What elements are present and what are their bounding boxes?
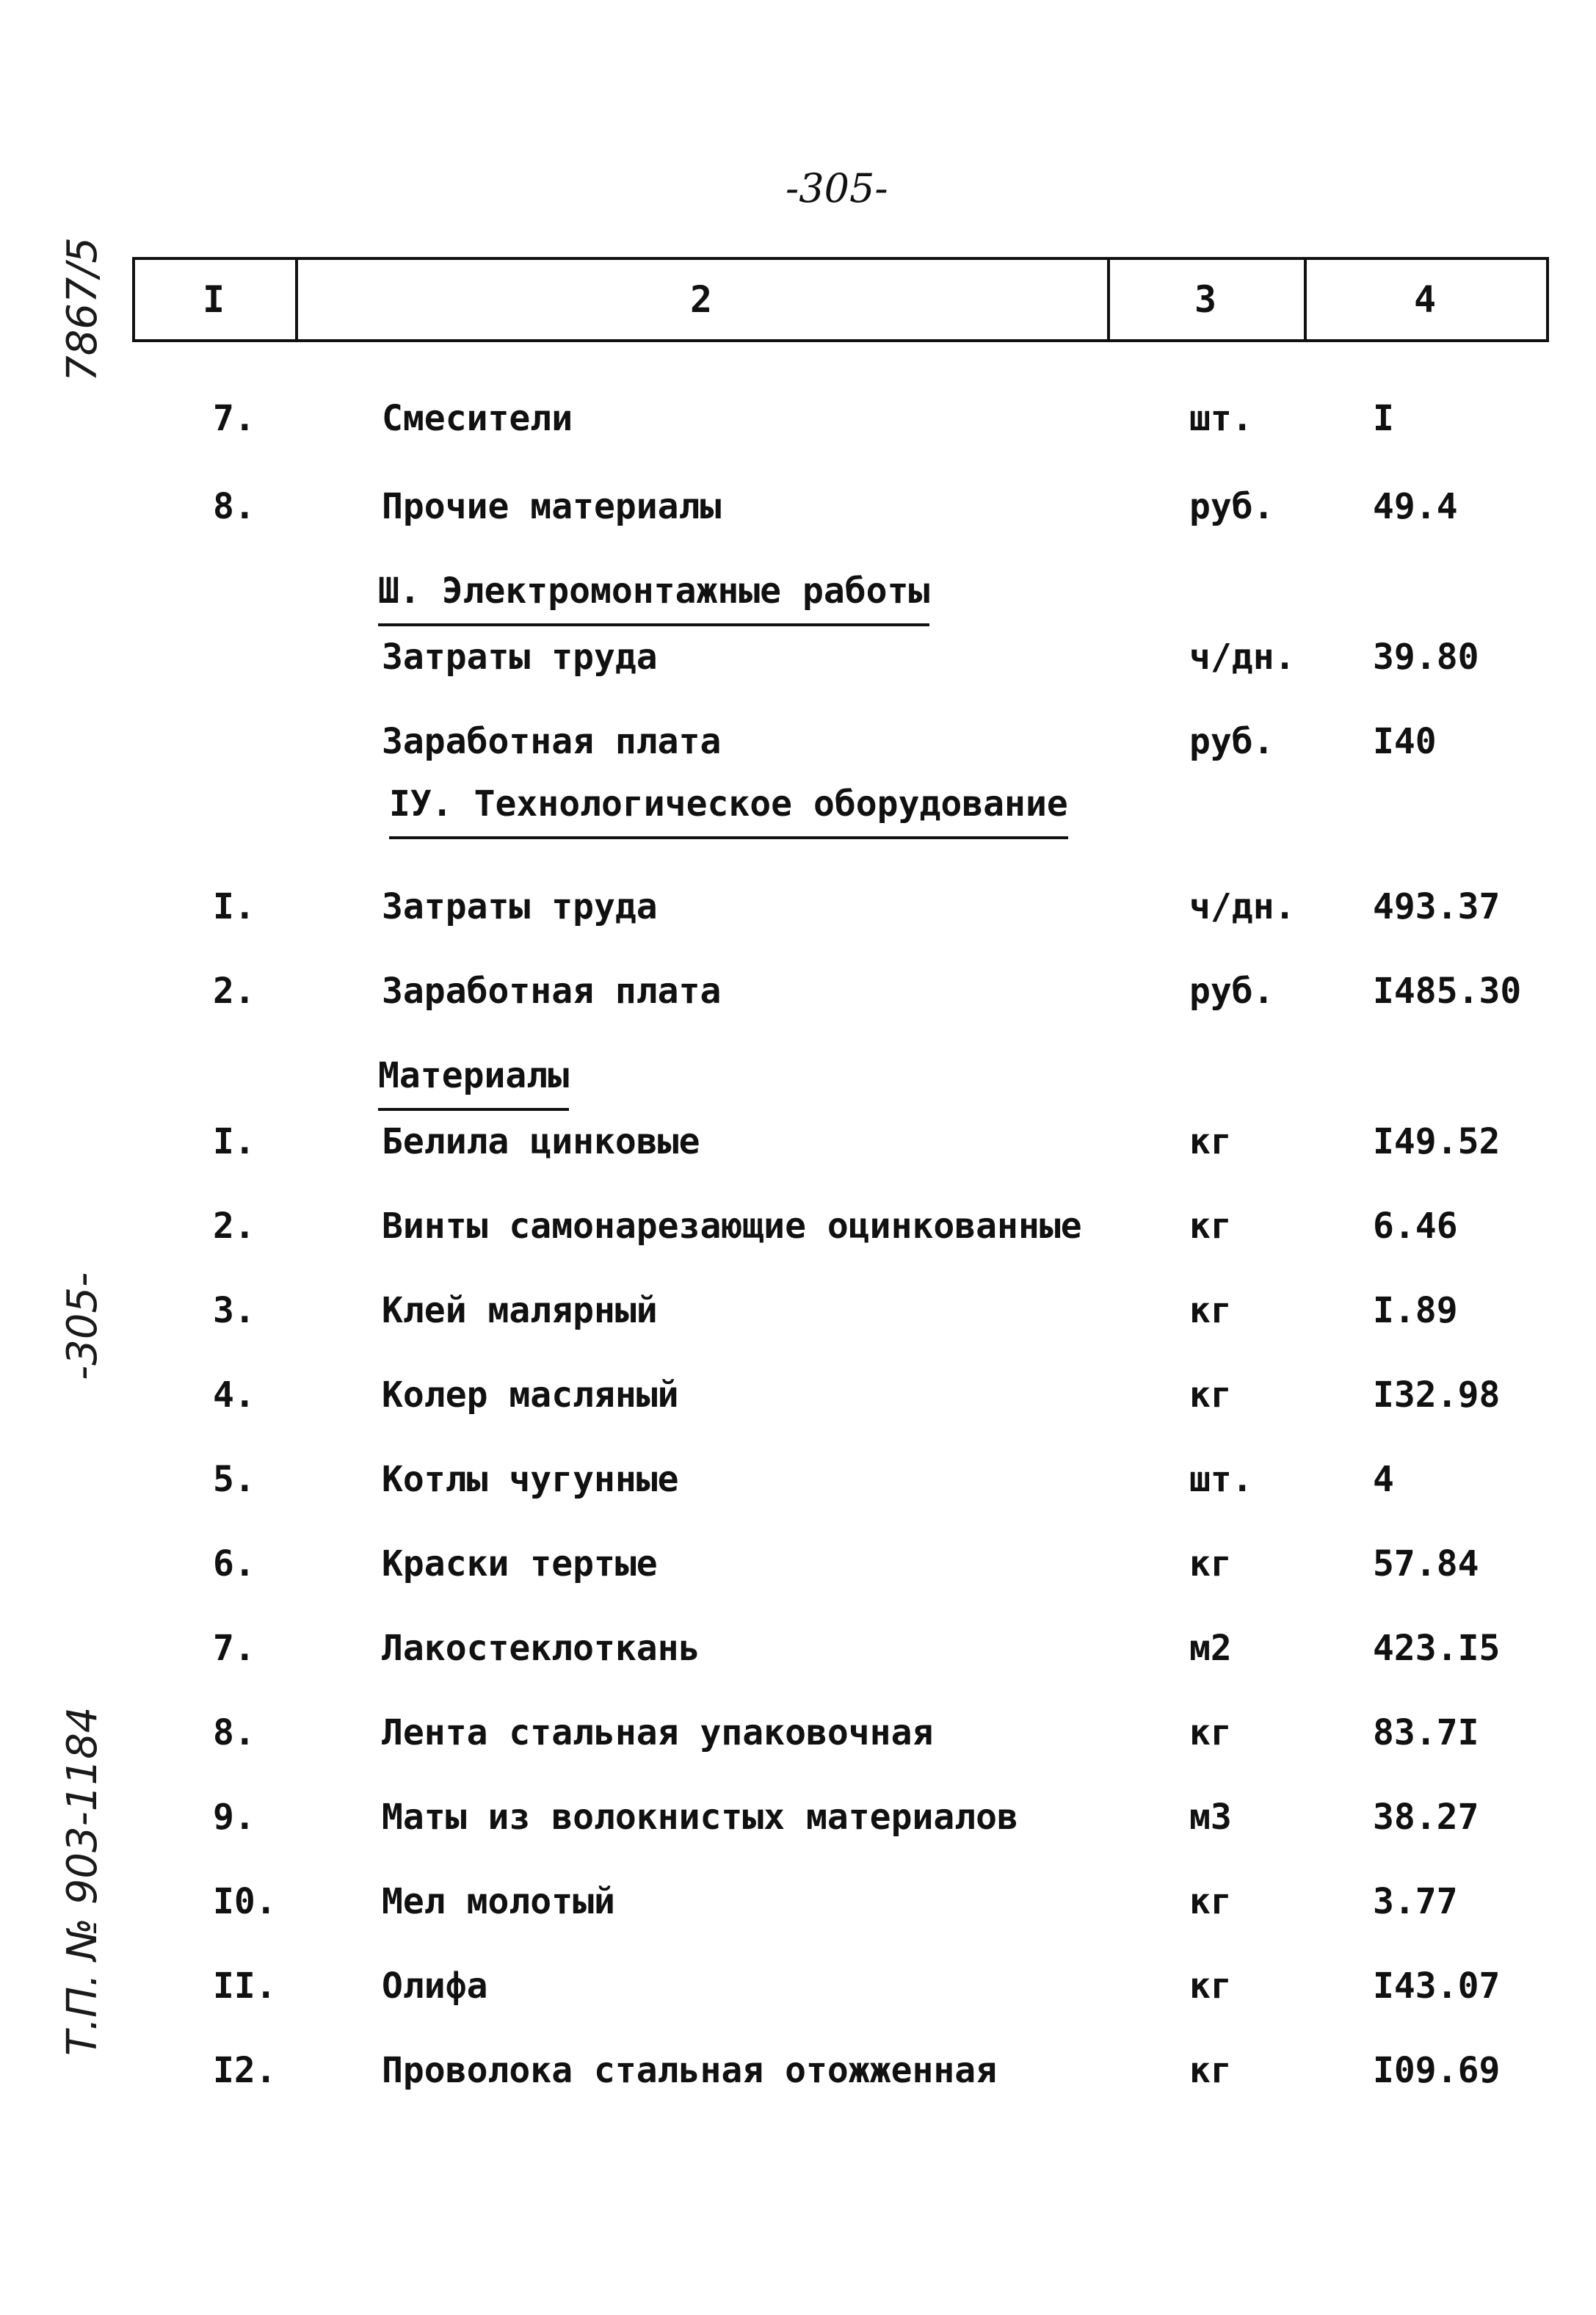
row-unit: кг: [1189, 1206, 1232, 1247]
row-unit: кг: [1189, 1374, 1232, 1416]
row-unit: м2: [1189, 1628, 1232, 1669]
row-value: I40: [1373, 721, 1437, 762]
row-value: I.89: [1373, 1290, 1458, 1331]
row-number: I.: [213, 1121, 255, 1162]
row-unit: шт.: [1189, 398, 1253, 439]
section-title: IУ. Технологическое оборудование: [389, 775, 1068, 839]
row-unit: кг: [1189, 1966, 1232, 2007]
header-col-4: 4: [1413, 278, 1437, 321]
margin-page-number: -305-: [59, 1272, 106, 1380]
row-number: 2.: [213, 971, 255, 1012]
row-value: 83.7I: [1373, 1712, 1479, 1753]
row-value: 38.27: [1373, 1797, 1479, 1838]
row-name: Маты из волокнистых материалов: [382, 1797, 1018, 1838]
row-name: Затраты труда: [382, 637, 658, 678]
row-value: 57.84: [1373, 1543, 1479, 1584]
row-number: 7.: [213, 1628, 255, 1669]
header-divider: [1546, 260, 1549, 339]
row-name: Олифа: [382, 1966, 488, 2007]
row-unit: кг: [1189, 1712, 1232, 1753]
row-name: Белила цинковые: [382, 1121, 700, 1162]
row-unit: м3: [1189, 1797, 1232, 1838]
row-value: I43.07: [1373, 1966, 1501, 2007]
row-value: 493.37: [1373, 886, 1501, 927]
section-title: Ш. Электромонтажные работы: [378, 562, 929, 626]
row-number: 8.: [213, 486, 255, 527]
row-value: I: [1373, 398, 1394, 439]
row-number: 5.: [213, 1459, 255, 1500]
row-number: 9.: [213, 1797, 255, 1838]
row-value: 423.I5: [1373, 1628, 1501, 1669]
row-name: Затраты труда: [382, 886, 658, 927]
row-unit: шт.: [1189, 1459, 1253, 1500]
row-name: Мел молотый: [382, 1881, 615, 1922]
row-unit: кг: [1189, 1881, 1232, 1922]
row-unit: кг: [1189, 2050, 1232, 2091]
row-name: Винты самонарезающие оцинкованные: [382, 1206, 1082, 1247]
row-number: 4.: [213, 1374, 255, 1416]
row-name: Клей малярный: [382, 1290, 658, 1331]
row-unit: ч/дн.: [1189, 637, 1296, 678]
row-value: I09.69: [1373, 2050, 1501, 2091]
row-number: I2.: [213, 2050, 277, 2091]
row-unit: ч/дн.: [1189, 886, 1296, 927]
row-name: Прочие материалы: [382, 486, 722, 527]
row-number: I0.: [213, 1881, 277, 1922]
row-number: 7.: [213, 398, 255, 439]
row-unit: руб.: [1189, 486, 1274, 527]
page-number: -305-: [786, 165, 888, 211]
row-name: Проволока стальная отожженная: [382, 2050, 998, 2091]
row-value: I32.98: [1373, 1374, 1501, 1416]
row-name: Лакостеклоткань: [382, 1628, 700, 1669]
row-unit: руб.: [1189, 721, 1274, 762]
margin-doc-ref: Т.П. № 903-1184: [59, 1706, 106, 2056]
header-col-3: 3: [1194, 278, 1217, 321]
row-value: I485.30: [1373, 971, 1522, 1012]
row-unit: руб.: [1189, 971, 1274, 1012]
row-name: Колер масляный: [382, 1374, 679, 1416]
section-title: Материалы: [378, 1046, 569, 1111]
row-value: 39.80: [1373, 637, 1479, 678]
row-value: 49.4: [1373, 486, 1458, 527]
row-name: Заработная плата: [382, 971, 722, 1012]
row-name: Смесители: [382, 398, 573, 439]
row-number: 3.: [213, 1290, 255, 1331]
row-value: 3.77: [1373, 1881, 1458, 1922]
row-unit: кг: [1189, 1290, 1232, 1331]
row-number: 2.: [213, 1206, 255, 1247]
row-name: Лента стальная упаковочная: [382, 1712, 934, 1753]
row-value: 4: [1373, 1459, 1394, 1500]
row-value: I49.52: [1373, 1121, 1501, 1162]
row-number: 8.: [213, 1712, 255, 1753]
header-col-2: 2: [689, 278, 713, 321]
row-number: 6.: [213, 1543, 255, 1584]
row-name: Краски тертые: [382, 1543, 658, 1584]
row-unit: кг: [1189, 1543, 1232, 1584]
row-name: Котлы чугунные: [382, 1459, 679, 1500]
row-number: II.: [213, 1966, 277, 2007]
header-col-1: I: [202, 278, 225, 321]
table-header: [132, 257, 1549, 342]
row-number: I.: [213, 886, 255, 927]
row-unit: кг: [1189, 1121, 1232, 1162]
row-value: 6.46: [1373, 1206, 1458, 1247]
margin-code: 7867/5: [59, 236, 106, 382]
row-name: Заработная плата: [382, 721, 722, 762]
